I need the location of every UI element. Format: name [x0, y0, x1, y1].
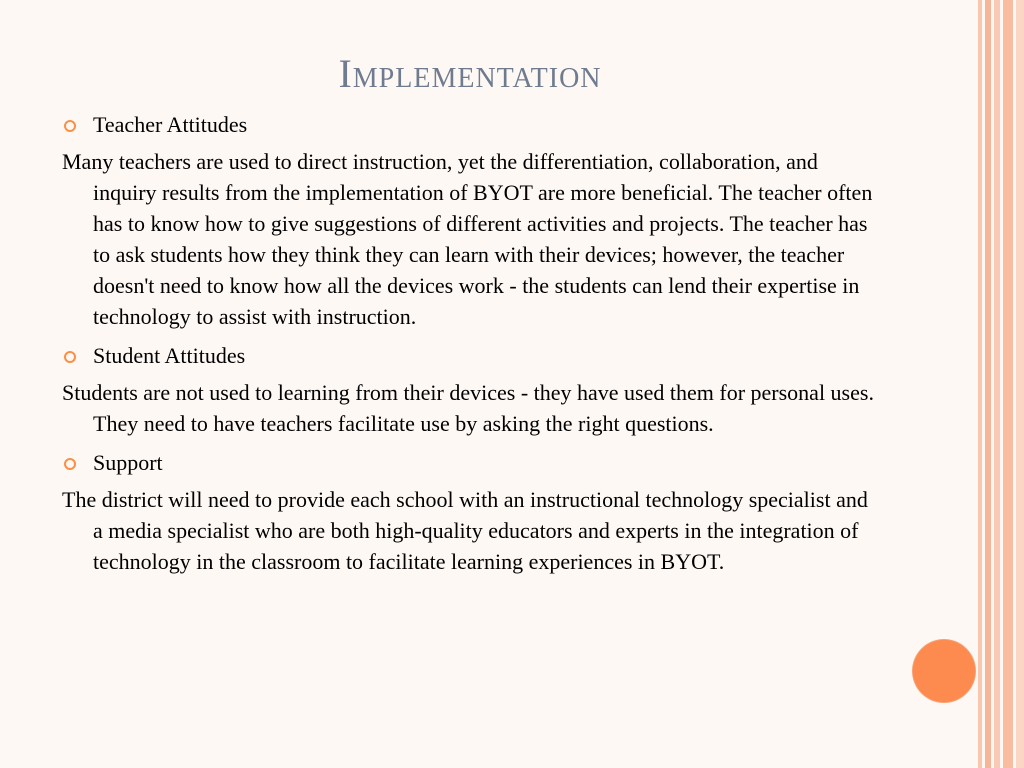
decorative-stripe: [994, 0, 1000, 768]
bullet-label: Support: [93, 450, 163, 475]
bullet-support: [62, 447, 882, 478]
paragraph-support: The district will need to provide each school with an instructional technology specialist and a media specialist who are both high-quality educators and experts in the integration of technology in the classroom to facilitate learning experiences in BYOT.: [62, 487, 868, 574]
orange-circle-icon: [913, 640, 975, 702]
decorative-stripe: [985, 0, 991, 768]
decorative-stripe: [1016, 0, 1024, 768]
paragraph-teacher-attitudes: Many teachers are used to direct instruction, yet the differentiation, collaboration, and inquiry results from the implementation of BYOT are more beneficial. The teacher often has to know how to give suggestions of different activities and projects. The teacher has to ask students how they think they can learn with their devices; however, the teacher doesn't need to know how all the devices work - the students can lend their expertise in technology to assist with instruction.: [62, 149, 873, 329]
hollow-circle-bullet-icon: [64, 458, 76, 470]
hollow-circle-bullet-icon: [64, 351, 76, 363]
bullet-label: Teacher Attitudes: [93, 112, 248, 137]
bullet-student-attitudes: [62, 340, 882, 371]
bullet-label: Student Attitudes: [93, 343, 246, 368]
hollow-circle-bullet-icon: [64, 120, 76, 132]
slide-title: Implementation: [338, 51, 602, 96]
bullet-teacher-attitudes: [62, 109, 882, 140]
slide-content: [62, 109, 882, 585]
paragraph-student-attitudes: Students are not used to learning from their devices - they have used them for personal uses. They need to have teachers facilitate use by asking the right questions.: [62, 380, 874, 436]
decorative-stripe: [978, 0, 982, 768]
decorative-stripe: [1003, 0, 1013, 768]
